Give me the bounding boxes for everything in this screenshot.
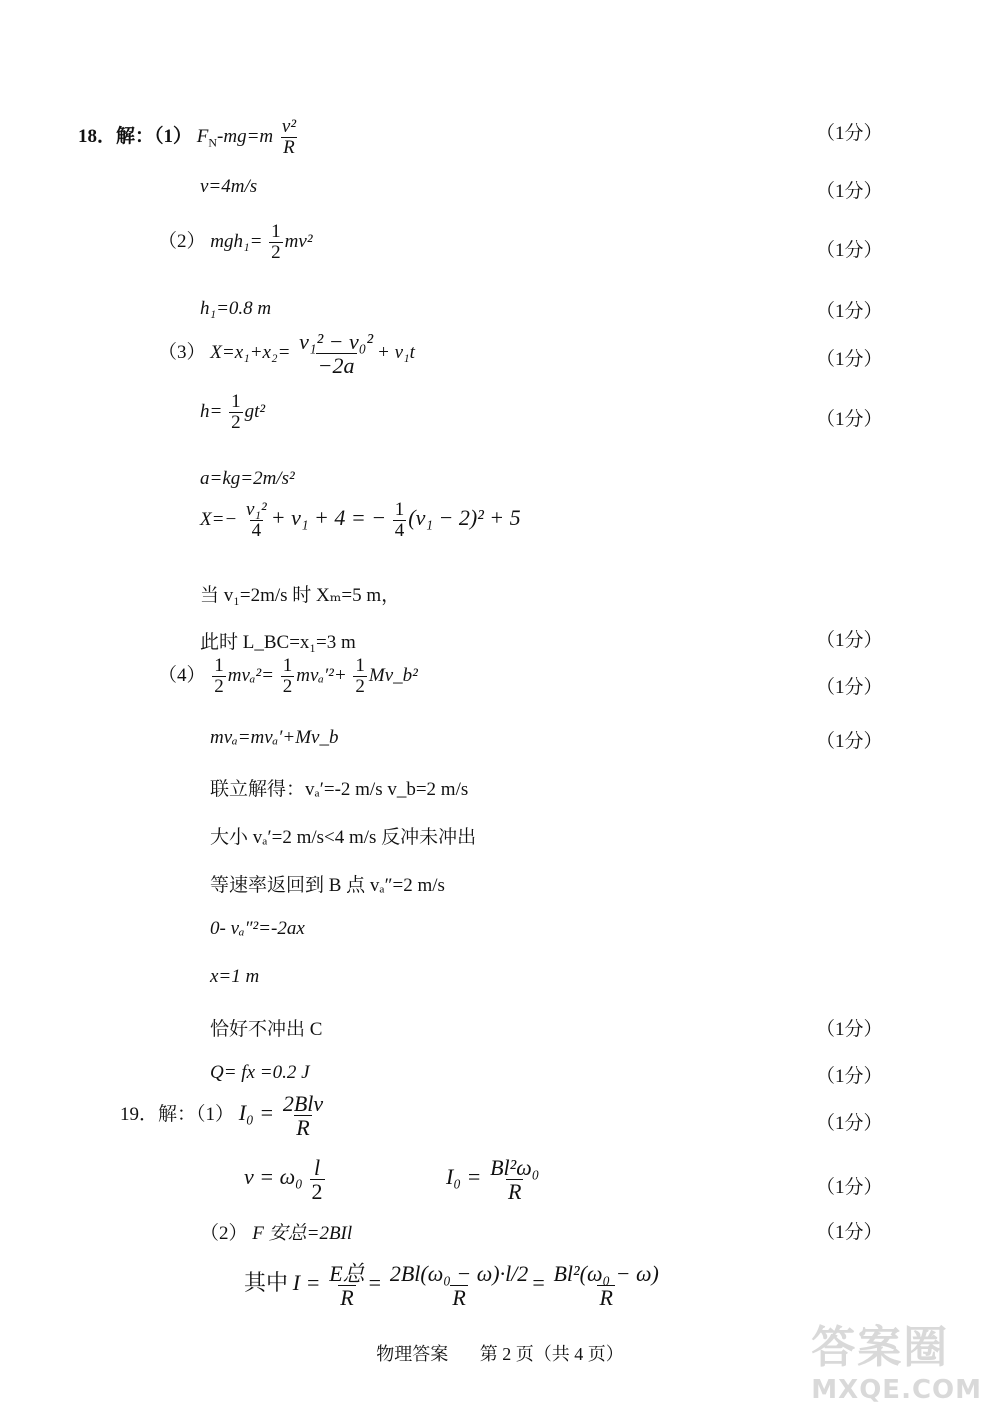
text-line: 此时 L_BC=x₁=3 m	[200, 632, 356, 653]
q18-part4-line: （4） $\frac{1}{2}$ mvₐ²= $\frac{1}{2}$ mvₐ′²+ $\frac{1}{2}$ Mv_b²	[158, 655, 418, 697]
equation: I₀ = $\frac{\text{Bl²ω₀}}{R}$	[446, 1155, 540, 1205]
watermark-logo: 答案圈	[811, 1322, 950, 1373]
fraction: $\frac{1}{4}$	[394, 499, 405, 541]
equation: 0- vₐ″²=-2ax	[210, 918, 305, 939]
fraction: $\frac{\text{v²}}{R}$	[281, 116, 297, 158]
footer-subject: 物理答案	[376, 1344, 449, 1364]
fraction: $\frac{1}{2}$	[355, 655, 365, 697]
text-line: 等速率返回到 B 点 vₐ″=2 m/s	[210, 875, 445, 896]
equation: X=− $\frac{\text{v₁²}}{4}$ + v₁ + 4 = − $\frac{1}{4}$ (v₁ − 2)² + 5	[200, 499, 521, 541]
q18-heading: 18．解：（1）	[78, 125, 193, 147]
score-label: （1分）	[816, 731, 883, 752]
q18-part2-line: （2） mgh₁= $\frac{1}{2}$ mv²	[158, 221, 313, 263]
equation: Q= fx =0.2 J	[210, 1062, 310, 1083]
equation: h₁=0.8 m	[200, 298, 272, 319]
q18-part1-line: 18．解：（1） $F_N-mg=m$ $\frac{\text{v²}}{R}$	[78, 116, 297, 158]
score-label: （1分）	[816, 181, 883, 202]
equation: mvₐ=mvₐ′+Mv_b	[210, 727, 339, 748]
text-line: 联立解得：vₐ′=-2 m/s v_b=2 m/s	[210, 779, 469, 800]
score-label: （1分）	[816, 1066, 883, 1087]
fraction: $\frac{\text{v₁²}}{4}$	[246, 499, 267, 541]
score-label: （1分）	[816, 123, 883, 144]
score-label: （1分）	[816, 409, 883, 430]
fraction: $\frac{1}{2}$	[282, 655, 293, 697]
q19-heading: 19．解：（1）	[120, 1103, 235, 1125]
text-line: 大小 vₐ′=2 m/s<4 m/s 反冲未冲出	[210, 827, 477, 848]
fraction: $\frac{\text{Bl²(ω₀ − ω)}}{R}$	[553, 1261, 659, 1311]
equation: v = ω₀ $\frac{l}{2}$	[244, 1155, 323, 1205]
fraction: $\frac{l}{2}$	[311, 1155, 323, 1205]
equation: h= $\frac{1}{2}$ gt²	[200, 391, 266, 433]
score-label: （1分）	[816, 677, 883, 698]
score-label: （1分）	[816, 301, 883, 322]
score-label: （1分）	[816, 1019, 883, 1040]
text-line: 恰好不冲出 C	[210, 1019, 323, 1040]
fraction: $\frac{\text{E总}}{R}$	[329, 1261, 365, 1311]
fraction: $\frac{1}{2}$	[271, 221, 281, 263]
footer-page-number: 第 2 页（共 4 页）	[479, 1344, 624, 1364]
score-label: （1分）	[816, 349, 883, 370]
watermark	[811, 1311, 982, 1405]
equation: a=kg=2m/s²	[200, 468, 295, 489]
q18-fn: F	[196, 125, 209, 147]
score-label: （1分）	[816, 1222, 883, 1243]
score-label: （1分）	[816, 630, 883, 651]
fraction: $\frac{1}{2}$	[231, 391, 241, 433]
fraction: $\frac{\text{v₁² − v₀²}}{-2a}$	[299, 329, 374, 379]
score-label: （1分）	[816, 1177, 883, 1198]
fraction: $\frac{\text{Bl²ω₀}}{R}$	[490, 1155, 540, 1205]
equation: v=4m/s	[200, 176, 258, 197]
fraction: $\frac{1}{2}$	[214, 655, 224, 697]
equation: 其中 I = $\frac{\text{E总}}{R}$ = $\frac{\text{2Bl(ω₀ − ω)·l/2}}{R}$ = $\frac{\text{Bl²(ω₀ − ω)}}{R}$	[244, 1261, 659, 1311]
fraction: $\frac{\text{2Bl(ω₀ − ω)·l/2}}{R}$	[389, 1261, 529, 1311]
q19-part1-line: 19．解：（1） I₀ = $\frac{\text{2Blv}}{R}$	[120, 1091, 324, 1141]
text-line: 当 v₁=2m/s 时 Xₘ=5 m，	[200, 585, 401, 606]
fraction: $\frac{\text{2Blv}}{R}$	[282, 1091, 324, 1141]
score-label: （1分）	[816, 1113, 883, 1134]
q19-part2-line: （2） F 安总=2BIl	[200, 1223, 353, 1244]
watermark-url: MXQE.COM	[811, 1375, 982, 1405]
score-label: （1分）	[816, 240, 883, 261]
equation: x=1 m	[210, 966, 260, 987]
q18-part3-line: （3） X=x₁+x₂= $\frac{\text{v₁² − v₀²}}{-2a}$ + v₁t	[158, 329, 415, 379]
